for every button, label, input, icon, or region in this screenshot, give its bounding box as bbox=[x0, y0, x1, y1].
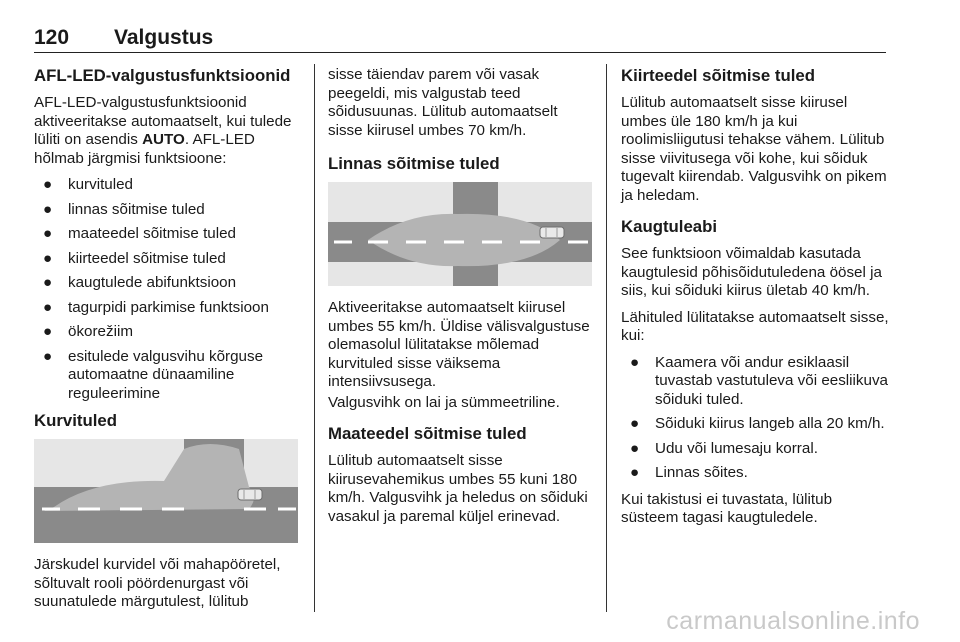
bullet-icon: ● bbox=[630, 439, 640, 457]
list-item bbox=[621, 415, 889, 434]
column-divider-right bbox=[606, 64, 607, 612]
city-text: Aktiveeritakse automaatselt kiirusel umbes 55 km/h. Üldise välisvalgustuse olemasolul lülitatakse mõlemad kurvituled sisse väiksema intensiivsusega. bbox=[328, 299, 590, 390]
list-item-text: Linnas sõites. bbox=[655, 464, 748, 481]
list-item-text: esitulede valgusvihu kõrguse automaatne dünaamiline reguleerimine bbox=[68, 347, 264, 402]
city-light-illustration bbox=[328, 182, 592, 286]
section-heading-country: Maateedel sõitmise tuled bbox=[328, 424, 527, 443]
list-item bbox=[34, 176, 304, 195]
bullet-icon: ● bbox=[43, 323, 53, 340]
bullet-icon: ● bbox=[43, 298, 53, 316]
list-item bbox=[34, 323, 304, 342]
afl-intro bbox=[34, 94, 304, 168]
header-rule bbox=[34, 52, 886, 53]
highbeam-condition-intro: Lähituled lülitatakse automaatselt sisse, kui: bbox=[621, 308, 889, 344]
list-item bbox=[34, 274, 304, 293]
afl-intro-text-end: . AFL-LED hõlmab järgmisi funktsioone: bbox=[34, 131, 255, 167]
section-heading-highbeam: Kaugtuleabi bbox=[621, 217, 718, 236]
list-item-text: linnas sõitmise tuled bbox=[68, 200, 205, 218]
curve-light-diagram bbox=[34, 439, 298, 543]
column-divider-left bbox=[314, 64, 315, 612]
list-item-text: kaugtulede abifunktsioon bbox=[68, 274, 237, 291]
bullet-icon: ● bbox=[43, 200, 53, 218]
bullet-icon: ● bbox=[43, 225, 53, 242]
column-left bbox=[34, 66, 304, 620]
list-item bbox=[34, 299, 304, 318]
list-item-text: Sõiduki kiirus langeb alla 20 km/h. bbox=[655, 415, 885, 432]
bullet-icon: ● bbox=[43, 274, 53, 291]
list-item-text: kurvituled bbox=[68, 176, 133, 193]
list-item bbox=[621, 440, 889, 459]
section-heading-curve: Kurvituled bbox=[34, 411, 117, 430]
list-item bbox=[621, 354, 889, 410]
column-middle bbox=[328, 66, 592, 534]
section-heading-afl: AFL-LED-valgustusfunktsioonid bbox=[34, 66, 291, 85]
closing-text: Kui takistusi ei tuvastata, lülitub süsteem tagasi kaugtuledele. bbox=[621, 490, 833, 526]
curve-text: Järskudel kurvidel või mahapööretel, sõltuvalt rooli pöördenurgast või suunatulede märgutulest, lülitub bbox=[34, 556, 281, 610]
list-item bbox=[621, 464, 889, 483]
curve-text-continuation: sisse täiendav parem või vasak peegeldi, mis valgustab teed sõidusuunas. Lülitub automaatselt sisse kiirusel umbes 70 km/h. bbox=[328, 66, 558, 139]
list-item-text: ökorežiim bbox=[68, 323, 133, 340]
afl-intro-text: AFL-LED-valgustusfunktsioonid aktiveeritakse automaatselt, kui tulede lüliti on asendis bbox=[34, 94, 292, 148]
city-beam-text: Valgusvihk on lai ja sümmeetriline. bbox=[328, 393, 560, 411]
city-light-diagram bbox=[328, 182, 592, 286]
condition-list bbox=[621, 354, 889, 483]
bullet-icon: ● bbox=[43, 249, 53, 267]
curve-light-illustration bbox=[34, 439, 298, 543]
bullet-icon: ● bbox=[630, 353, 640, 371]
list-item-text: kiirteedel sõitmise tuled bbox=[68, 249, 226, 267]
bullet-icon: ● bbox=[630, 415, 640, 432]
list-item-text: maateedel sõitmise tuled bbox=[68, 225, 236, 242]
watermark: carmanualsonline.info bbox=[666, 607, 920, 635]
section-heading-highway: Kiirteedel sõitmise tuled bbox=[621, 66, 815, 85]
highway-text: Lülitub automaatselt sisse kiirusel umbes üle 180 km/h ja kui roolimisliigutusi tehakse vähem. Lülitub sisse viivitusega või kohe, kui sõiduk tugevalt kiirendab. Valgusvihk on pikem ja heledam. bbox=[621, 94, 887, 204]
list-item-text: tagurpidi parkimise funktsioon bbox=[68, 298, 269, 316]
list-item bbox=[34, 250, 304, 269]
bullet-icon: ● bbox=[630, 464, 640, 481]
list-item bbox=[34, 348, 304, 404]
bullet-icon: ● bbox=[43, 176, 53, 193]
list-item bbox=[34, 225, 304, 244]
list-item bbox=[34, 201, 304, 220]
function-list bbox=[34, 176, 304, 403]
list-item-text: Udu või lumesaju korral. bbox=[655, 439, 818, 457]
list-item-text: Kaamera või andur esiklaasil tuvastab vastutuleva või eesliikuva sõiduki tuled. bbox=[655, 353, 889, 408]
section-heading-city: Linnas sõitmise tuled bbox=[328, 154, 500, 173]
highbeam-text: See funktsioon võimaldab kasutada kaugtulesid põhisõidutuledena öösel ja siis, kui sõiduki kiirus ületab 40 km/h. bbox=[621, 245, 882, 299]
country-text: Lülitub automaatselt sisse kiirusevahemikus umbes 55 kuni 180 km/h. Valgusvihk ja heledus on sõiduki vasakul ja paremal küljel erinevad. bbox=[328, 452, 588, 525]
column-right bbox=[621, 66, 889, 536]
page-number: 120 bbox=[34, 26, 70, 49]
auto-label: AUTO bbox=[142, 131, 185, 148]
page-header bbox=[34, 26, 886, 54]
bullet-icon: ● bbox=[43, 347, 53, 365]
page-title: Valgustus bbox=[114, 26, 214, 49]
